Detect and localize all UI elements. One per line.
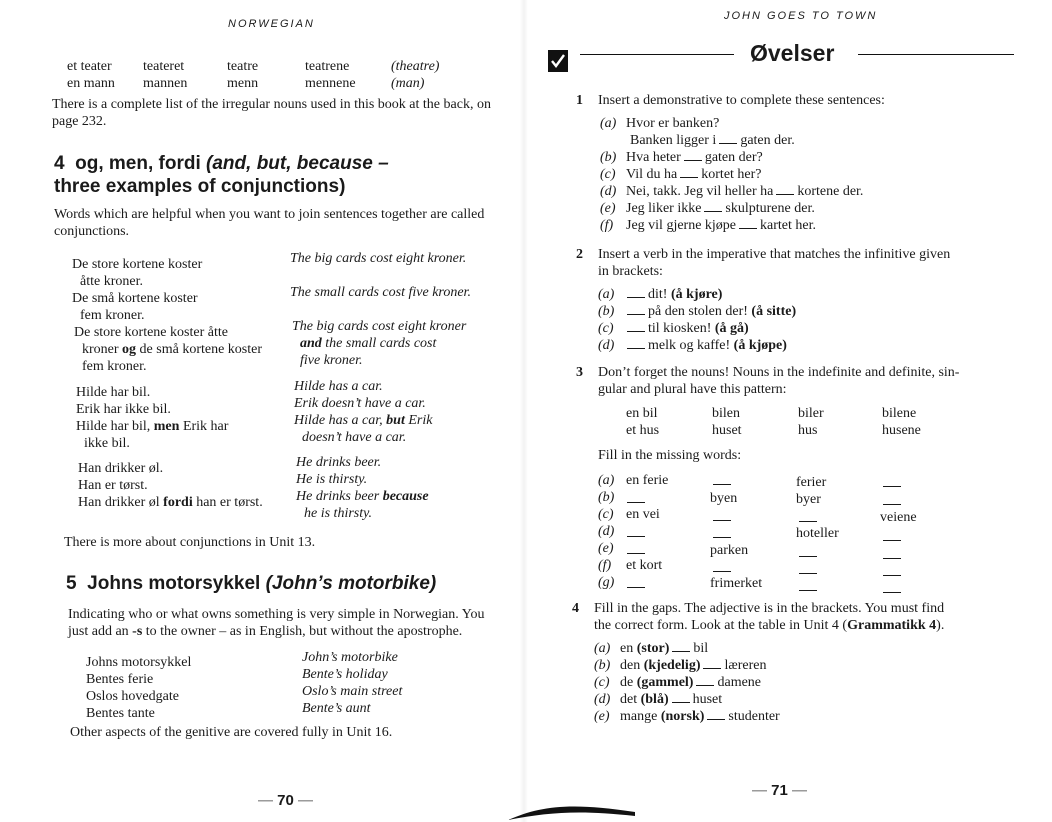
irregular-note: There is a complete list of the irregular nouns used in this book at the back, on page 232.: [52, 97, 491, 129]
answer-blank[interactable]: [713, 474, 731, 485]
heading-rule-left: [580, 54, 734, 55]
section-4-heading: 4 og, men, fordi (and, but, because – three examples of conjunctions): [54, 153, 389, 197]
answer-blank[interactable]: [696, 675, 714, 686]
answer-blank[interactable]: [883, 565, 901, 576]
genitive-example: Johns motorsykkel John’s motorbike: [86, 650, 398, 670]
section-5-intro: Indicating who or what owns something is very simple in Norwegian. You just add an -s to the owner – as in English, but without the apostrophe.: [68, 607, 485, 639]
page-curl-shadow: [500, 796, 640, 822]
answer-blank[interactable]: [799, 511, 817, 522]
genitive-example: Oslos hovedgate Oslo’s main street: [86, 684, 403, 704]
dash-ornament: —: [752, 782, 767, 799]
answer-blank[interactable]: [883, 582, 901, 593]
answer-blank[interactable]: [627, 287, 645, 298]
exercise-2: 2 Insert a verb in the imperative that matches the infinitive given in brackets: (a) dit! (å kjøre) (b) på den stolen der! (å sitte) (c) til kiosken! (å gå) (d) melk og kaffe! (å kjøpe): [576, 247, 951, 353]
answer-blank[interactable]: [627, 577, 645, 588]
fill-missing-label: Fill in the missing words:: [598, 448, 742, 463]
answer-blank[interactable]: [883, 548, 901, 559]
exercise-3: 3 Don’t forget the nouns! Nouns in the indefinite and definite, sin- gular and plural have this pattern:: [576, 365, 960, 397]
answer-blank[interactable]: [684, 150, 702, 161]
checkmark-icon: [548, 50, 568, 72]
answer-blank[interactable]: [707, 709, 725, 720]
running-head-left: NORWEGIAN: [228, 18, 315, 30]
answer-blank[interactable]: [739, 218, 757, 229]
exercises-heading: Øvelser: [750, 40, 835, 66]
answer-blank[interactable]: [672, 641, 690, 652]
answer-blank[interactable]: [719, 133, 737, 144]
conjunction-examples: De store kortene koster åtte kroner. The big cards cost eight kroner. De små kortene koster fem kroner. The small cards cost five kroner. De store kortene koster åtte kroner og de små kortene koster fem kroner. The big cards cost eight kroner and the small cards cost five kroner. Hilde har bil. Hilde has a car. Erik har ikke bil. Erik doesn’t have a car. Hilde har bil, men Erik har ikke bil. Hilde has a car, but Erik doesn’t have a car. Han drikker øl. He drinks beer. Han er tørst. He is thirsty. Han drikker øl fordi han er tørst. He drinks beer because he is thirsty.: [72, 251, 471, 521]
book-spine: [520, 0, 528, 822]
answer-blank[interactable]: [627, 543, 645, 554]
exercise-4: 4 Fill in the gaps. The adjective is in the brackets. You must find the correct form. Look at the table in Unit 4 (Grammatikk 4). (a) en (stor) bil (b) den (kjedelig) læreren (c) de (gammel) damene (d) det (blå) huset (e) mange (norsk) studenter: [572, 601, 945, 724]
noun-row: en mann mannen menn mennene (man): [67, 76, 425, 91]
page-number-left: — 70 —: [258, 792, 314, 809]
answer-blank[interactable]: [883, 530, 901, 541]
answer-blank[interactable]: [704, 201, 722, 212]
answer-blank[interactable]: [883, 476, 901, 487]
running-head-right: JOHN GOES TO TOWN: [724, 10, 878, 22]
exercise-1: 1 Insert a demonstrative to complete these sentences: (a) Hvor er banken? Banken ligger i gaten der. (b) Hva heter gaten der? (c) Vil du ha kortet her? (d) Nei, takk. Jeg vil heller ha kortene der. (e) Jeg liker ikke skulpturene der. (f) Jeg vil gjerne kjøpe kartet her.: [576, 93, 885, 233]
genitive-examples: [86, 650, 446, 722]
noun-row: et teater teateret teatre teatrene (theatre): [67, 59, 440, 74]
answer-blank[interactable]: [799, 580, 817, 591]
noun-pattern-table: en bil bilen biler bilene et hus huset hus husene: [626, 406, 921, 438]
section-4-intro: Words which are helpful when you want to join sentences together are called conjunctions.: [54, 207, 485, 239]
missing-words-grid: (a) en ferie ferier (b) byen byer (c) en vei veiene (d) hoteller (e) parken (f) et kort (g) frimerket: [598, 473, 917, 591]
answer-blank[interactable]: [627, 338, 645, 349]
answer-blank[interactable]: [672, 692, 690, 703]
answer-blank[interactable]: [799, 546, 817, 557]
dash-ornament: —: [792, 782, 808, 799]
genitive-example: Bentes tante Bente’s aunt: [86, 701, 371, 721]
section-5-closing: Other aspects of the genitive are covered fully in Unit 16.: [70, 725, 393, 740]
answer-blank[interactable]: [703, 658, 721, 669]
heading-rule-right: [858, 54, 1014, 55]
answer-blank[interactable]: [713, 510, 731, 521]
section-4-closing: There is more about conjunctions in Unit 13.: [64, 535, 316, 550]
answer-blank[interactable]: [776, 184, 794, 195]
answer-blank[interactable]: [627, 492, 645, 503]
answer-blank[interactable]: [799, 563, 817, 574]
answer-blank[interactable]: [713, 527, 731, 538]
dash-ornament: —: [258, 792, 273, 809]
dash-ornament: —: [298, 792, 314, 809]
genitive-example: Bentes ferie Bente’s holiday: [86, 667, 388, 687]
answer-blank[interactable]: [883, 494, 901, 505]
answer-blank[interactable]: [680, 167, 698, 178]
answer-blank[interactable]: [627, 304, 645, 315]
answer-blank[interactable]: [713, 561, 731, 572]
section-5-heading: 5 Johns motorsykkel (John’s motorbike): [66, 573, 437, 594]
irregular-noun-table: [67, 58, 487, 92]
page-number-right: — 71 —: [752, 782, 808, 799]
answer-blank[interactable]: [627, 526, 645, 537]
answer-blank[interactable]: [627, 321, 645, 332]
